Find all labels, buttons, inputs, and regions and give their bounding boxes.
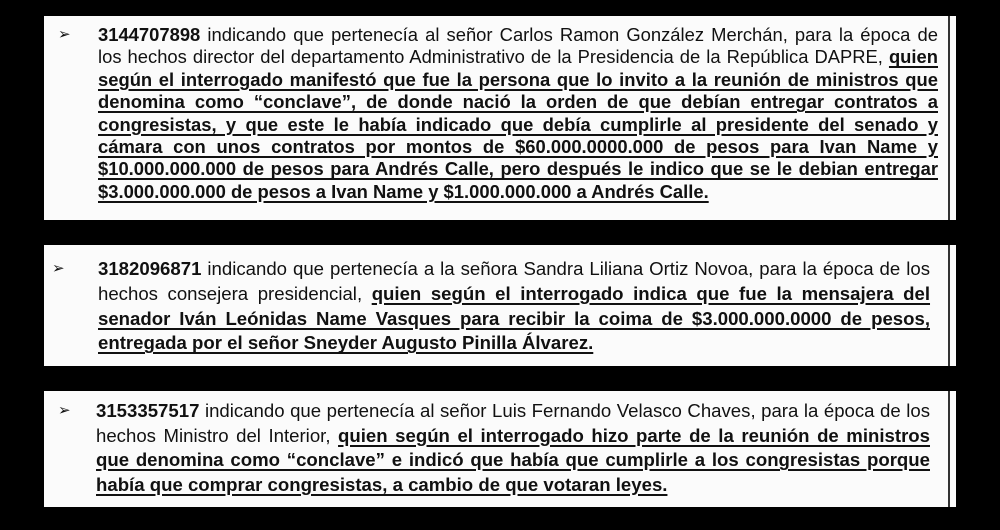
arrow-bullet-icon: ➢ <box>58 402 71 419</box>
arrow-bullet-icon: ➢ <box>58 26 71 43</box>
entry-text: indicando que pertenecía a la señora Sandra Liliana Ortiz Novoa, para la época de los hechos consejera presidencial, <box>98 258 930 304</box>
phone-number: 3144707898 <box>98 24 201 45</box>
phone-number: 3182096871 <box>98 258 202 279</box>
document-excerpt-1 <box>44 16 956 220</box>
entry-1 <box>58 24 938 203</box>
underlined-statement: quien según el interrogado hizo parte de la reunión de ministros que denomina como “conclave” e indicó que había que cumplirle a los congresistas porque había que comprar congresistas, a cambio de que votaran leyes. <box>96 424 930 495</box>
phone-number: 3153357517 <box>96 400 200 421</box>
entry-2 <box>52 257 930 356</box>
document-excerpt-2 <box>44 245 956 366</box>
arrow-bullet-icon: ➢ <box>52 260 65 277</box>
entry-3 <box>58 399 930 497</box>
entry-text: indicando que pertenecía al señor Luis Fernando Velasco Chaves, para la época de los hechos Ministro del Interior, <box>96 400 930 446</box>
entry-text: indicando que pertenecía al señor Carlos Ramon González Merchán, para la época de los hechos director del departamento Administrativo de la Presidencia de la República DAPRE, <box>98 24 938 68</box>
document-excerpt-3 <box>44 391 956 507</box>
underlined-statement: quien según el interrogado indica que fue la mensajera del senador Iván Leónidas Name Vasques para recibir la coima de $3.000.000.0000 de pesos, entregada por el señor Sneyder Augusto Pinilla Álvarez. <box>98 282 931 354</box>
underlined-statement: quien según el interrogado manifestó que fue la persona que lo invito a la reunión de ministros que denomina como “conclave”, de donde nació la orden de que debían entregar contratos a congresistas, y que este le había indicado que debía cumplirle al presidente del senado y cámara con unos contratos por montos de $60.000.0000.000 de pesos para Ivan Name y $10.000.000.000 de pesos para Andrés Calle, pero después le indico que se le debian entregar $3.000.000.000 de pesos a Ivan Name y $1.000.000.000 a Andrés Calle. <box>98 46 938 202</box>
